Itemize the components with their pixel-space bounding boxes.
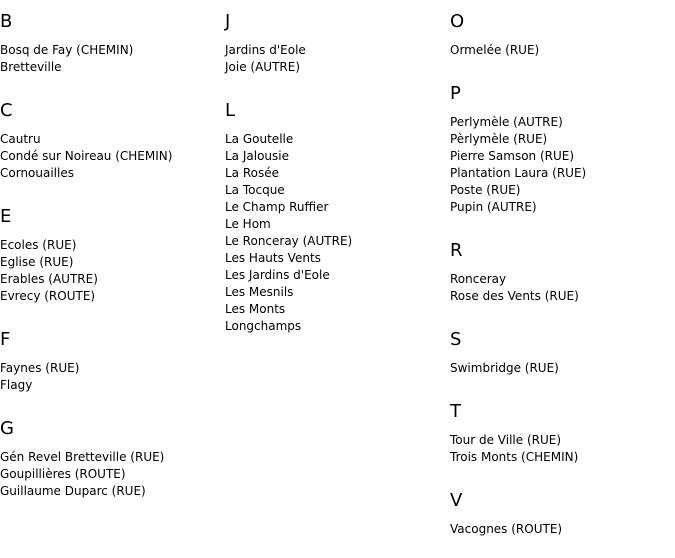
street-link[interactable]: Cornouailles (0, 166, 74, 180)
street-link[interactable]: La Tocque (225, 183, 285, 197)
letter-heading: P (450, 83, 461, 104)
letter-heading: B (0, 11, 13, 32)
letter-group (450, 84, 675, 216)
group-spacer (450, 377, 675, 402)
letter-group (0, 330, 220, 394)
street-list (225, 42, 445, 76)
street-link[interactable]: Pupin (AUTRE) (450, 200, 537, 214)
letter-group (0, 12, 220, 76)
group-spacer (450, 466, 675, 491)
street-link[interactable]: Evrecy (ROUTE) (0, 289, 96, 303)
letter-group (450, 402, 675, 466)
letter-group (225, 101, 445, 335)
street-link[interactable]: Joie (AUTRE) (225, 60, 301, 74)
letter-heading: T (450, 401, 461, 422)
letter-heading: E (0, 206, 12, 227)
street-link[interactable]: Les Mesnils (225, 285, 294, 299)
street-list (0, 360, 220, 394)
group-spacer (0, 76, 220, 101)
letter-group (450, 491, 675, 538)
letter-heading: F (0, 329, 11, 350)
street-link[interactable]: Condé sur Noireau (CHEMIN) (0, 149, 173, 163)
letter-heading: C (0, 100, 13, 121)
street-link[interactable]: Poste (RUE) (450, 183, 521, 197)
street-index-column-2 (225, 12, 445, 335)
street-link[interactable]: La Rosée (225, 166, 280, 180)
street-list (450, 432, 675, 466)
street-link[interactable]: Flagy (0, 378, 33, 392)
street-link[interactable]: Bosq de Fay (CHEMIN) (0, 43, 134, 57)
letter-group (450, 12, 675, 59)
group-spacer (0, 305, 220, 330)
street-list (0, 42, 220, 76)
street-link[interactable]: Bretteville (0, 60, 62, 74)
street-list (450, 271, 675, 305)
letter-heading: V (450, 490, 463, 511)
street-link[interactable]: Pierre Samson (RUE) (450, 149, 575, 163)
street-link[interactable]: Gén Revel Bretteville (RUE) (0, 450, 165, 464)
street-link[interactable]: Plantation Laura (RUE) (450, 166, 587, 180)
street-link[interactable]: Les Jardins d'Eole (225, 268, 330, 282)
street-list (450, 42, 675, 59)
street-link[interactable]: Erables (AUTRE) (0, 272, 98, 286)
street-link[interactable]: Perlymèle (AUTRE) (450, 115, 563, 129)
street-link[interactable]: Cautru (0, 132, 41, 146)
letter-group (0, 419, 220, 500)
letter-heading: G (0, 418, 14, 439)
street-list (0, 131, 220, 182)
street-link[interactable]: Faynes (RUE) (0, 361, 80, 375)
street-link[interactable]: Le Ronceray (AUTRE) (225, 234, 353, 248)
street-link[interactable]: Les Hauts Vents (225, 251, 321, 265)
street-link[interactable]: Ormelée (RUE) (450, 43, 540, 57)
group-spacer (450, 305, 675, 330)
letter-group (0, 101, 220, 182)
street-link[interactable]: Jardins d'Eole (225, 43, 306, 57)
street-link[interactable]: Tour de Ville (RUE) (450, 433, 562, 447)
street-link[interactable]: Ecoles (RUE) (0, 238, 77, 252)
group-spacer (225, 76, 445, 101)
street-link[interactable]: Eglise (RUE) (0, 255, 74, 269)
letter-heading: S (450, 329, 462, 350)
street-link[interactable]: Vacognes (ROUTE) (450, 522, 563, 536)
letter-heading: R (450, 240, 463, 261)
letter-group (450, 330, 675, 377)
street-link[interactable]: Swimbridge (RUE) (450, 361, 559, 375)
group-spacer (0, 394, 220, 419)
street-list (0, 449, 220, 500)
letter-heading: O (450, 11, 465, 32)
street-link[interactable]: La Jalousie (225, 149, 289, 163)
street-index-column-1 (0, 12, 220, 500)
street-link[interactable]: La Goutelle (225, 132, 294, 146)
street-link[interactable]: Les Monts (225, 302, 286, 316)
group-spacer (450, 59, 675, 84)
street-link[interactable]: Guillaume Duparc (RUE) (0, 484, 146, 498)
street-link[interactable]: Ronceray (450, 272, 507, 286)
street-link[interactable]: Trois Monts (CHEMIN) (450, 450, 579, 464)
letter-group (450, 241, 675, 305)
street-list (450, 521, 675, 538)
street-link[interactable]: Goupillières (ROUTE) (0, 467, 126, 481)
street-list (450, 360, 675, 377)
street-index-column-3 (450, 12, 675, 538)
street-link[interactable]: Le Hom (225, 217, 271, 231)
group-spacer (0, 182, 220, 207)
group-spacer (450, 216, 675, 241)
letter-group (225, 12, 445, 76)
letter-heading: J (225, 11, 231, 32)
street-link[interactable]: Le Champ Ruffier (225, 200, 329, 214)
street-list (450, 114, 675, 216)
street-list (0, 237, 220, 305)
street-link[interactable]: Rose des Vents (RUE) (450, 289, 579, 303)
street-link[interactable]: Longchamps (225, 319, 302, 333)
street-link[interactable]: Pèrlymèle (RUE) (450, 132, 548, 146)
street-list (225, 131, 445, 335)
letter-group (0, 207, 220, 305)
letter-heading: L (225, 100, 236, 121)
